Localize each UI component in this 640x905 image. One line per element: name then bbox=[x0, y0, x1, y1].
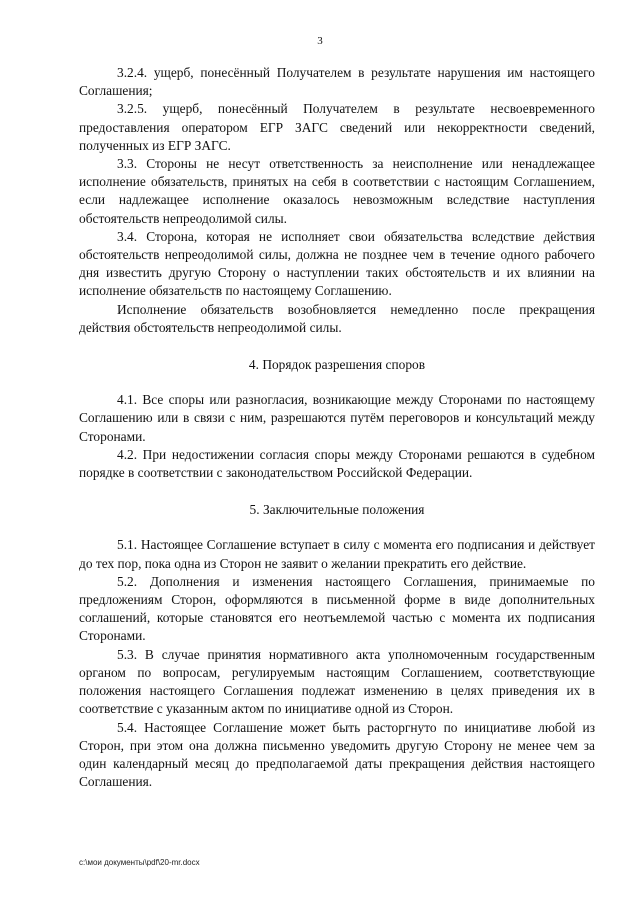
paragraph-3-3: 3.3. Стороны не несут ответственность за неисполнение или ненадлежащее исполнение обязательств, принятых на себя в соответствии с настоящим Соглашением, если надлежащее исполнение оказалось невозможным вследствие наступления обстоятельств непреодолимой силы. bbox=[79, 156, 595, 226]
paragraph-5-3: 5.3. В случае принятия нормативного акта уполномоченным государственным органом по вопросам, регулируемым настоящим Соглашением, соответствующие положения настоящего Соглашения подлежат изменению в целях приведения их в соответствие с указанным актом по инициативе одной из Сторон. bbox=[79, 646, 595, 717]
paragraph-3-2-4: 3.2.4. ущерб, понесённый Получателем в результате нарушения им настоящего Соглашения; bbox=[79, 65, 595, 99]
paragraph-5-4: 5.4. Настоящее Соглашение может быть расторгнуто по инициативе любой из Сторон, при этом она должна письменно уведомить другую Сторону не менее чем за один календарный месяц до предполагаемой даты прекращения действия настоящего Соглашения. bbox=[79, 719, 595, 790]
page-number: 3 bbox=[317, 35, 323, 47]
paragraph-4-2: 4.2. При недостижении согласия споры между Сторонами решаются в судебном порядке в соответствии с законодательством Российской Федерации. bbox=[79, 446, 595, 481]
paragraph-5-1: 5.1. Настоящее Соглашение вступает в силу с момента его подписания и действует до тех пор, пока одна из Сторон не заявит о желании прекратить его действие. bbox=[79, 537, 595, 571]
paragraph-3-4: 3.4. Сторона, которая не исполняет свои обязательства вследствие действия обстоятельств непреодолимой силы, должна не позднее чем в течение одного рабочего дня известить другую Сторону о наступлении таких обстоятельств и их влиянии на исполнение обязательств по настоящему Соглашению. bbox=[79, 228, 595, 299]
paragraph-5-2: 5.2. Дополнения и изменения настоящего Соглашения, принимаемые по предложениям Сторон, оформляются в письменной форме в виде дополнительных соглашений, которые становятся его неотъемлемой частью с момента их подписания Сторонами. bbox=[79, 573, 595, 644]
paragraph-4-1: 4.1. Все споры или разногласия, возникающие между Сторонами по настоящему Соглашению или в связи с ним, разрешаются путём переговоров и консультаций между Сторонами. bbox=[79, 392, 595, 444]
document-body bbox=[79, 64, 595, 791]
paragraph-3-2-5: 3.2.5. ущерб, понесённый Получателем в результате несвоевременного предоставления оператором ЕГР ЗАГС сведений или некорректности сведений, полученных из ЕГР ЗАГС. bbox=[79, 101, 595, 153]
paragraph-3-resume: Исполнение обязательств возобновляется немедленно после прекращения действия обстоятельств непреодолимой силы. bbox=[79, 301, 595, 335]
footer-file-path: c:\мои документы\pdf\20-mr.docx bbox=[79, 858, 200, 867]
section-5-heading: 5. Заключительные положения bbox=[249, 502, 425, 518]
section-4-heading: 4. Порядок разрешения споров bbox=[248, 357, 426, 373]
